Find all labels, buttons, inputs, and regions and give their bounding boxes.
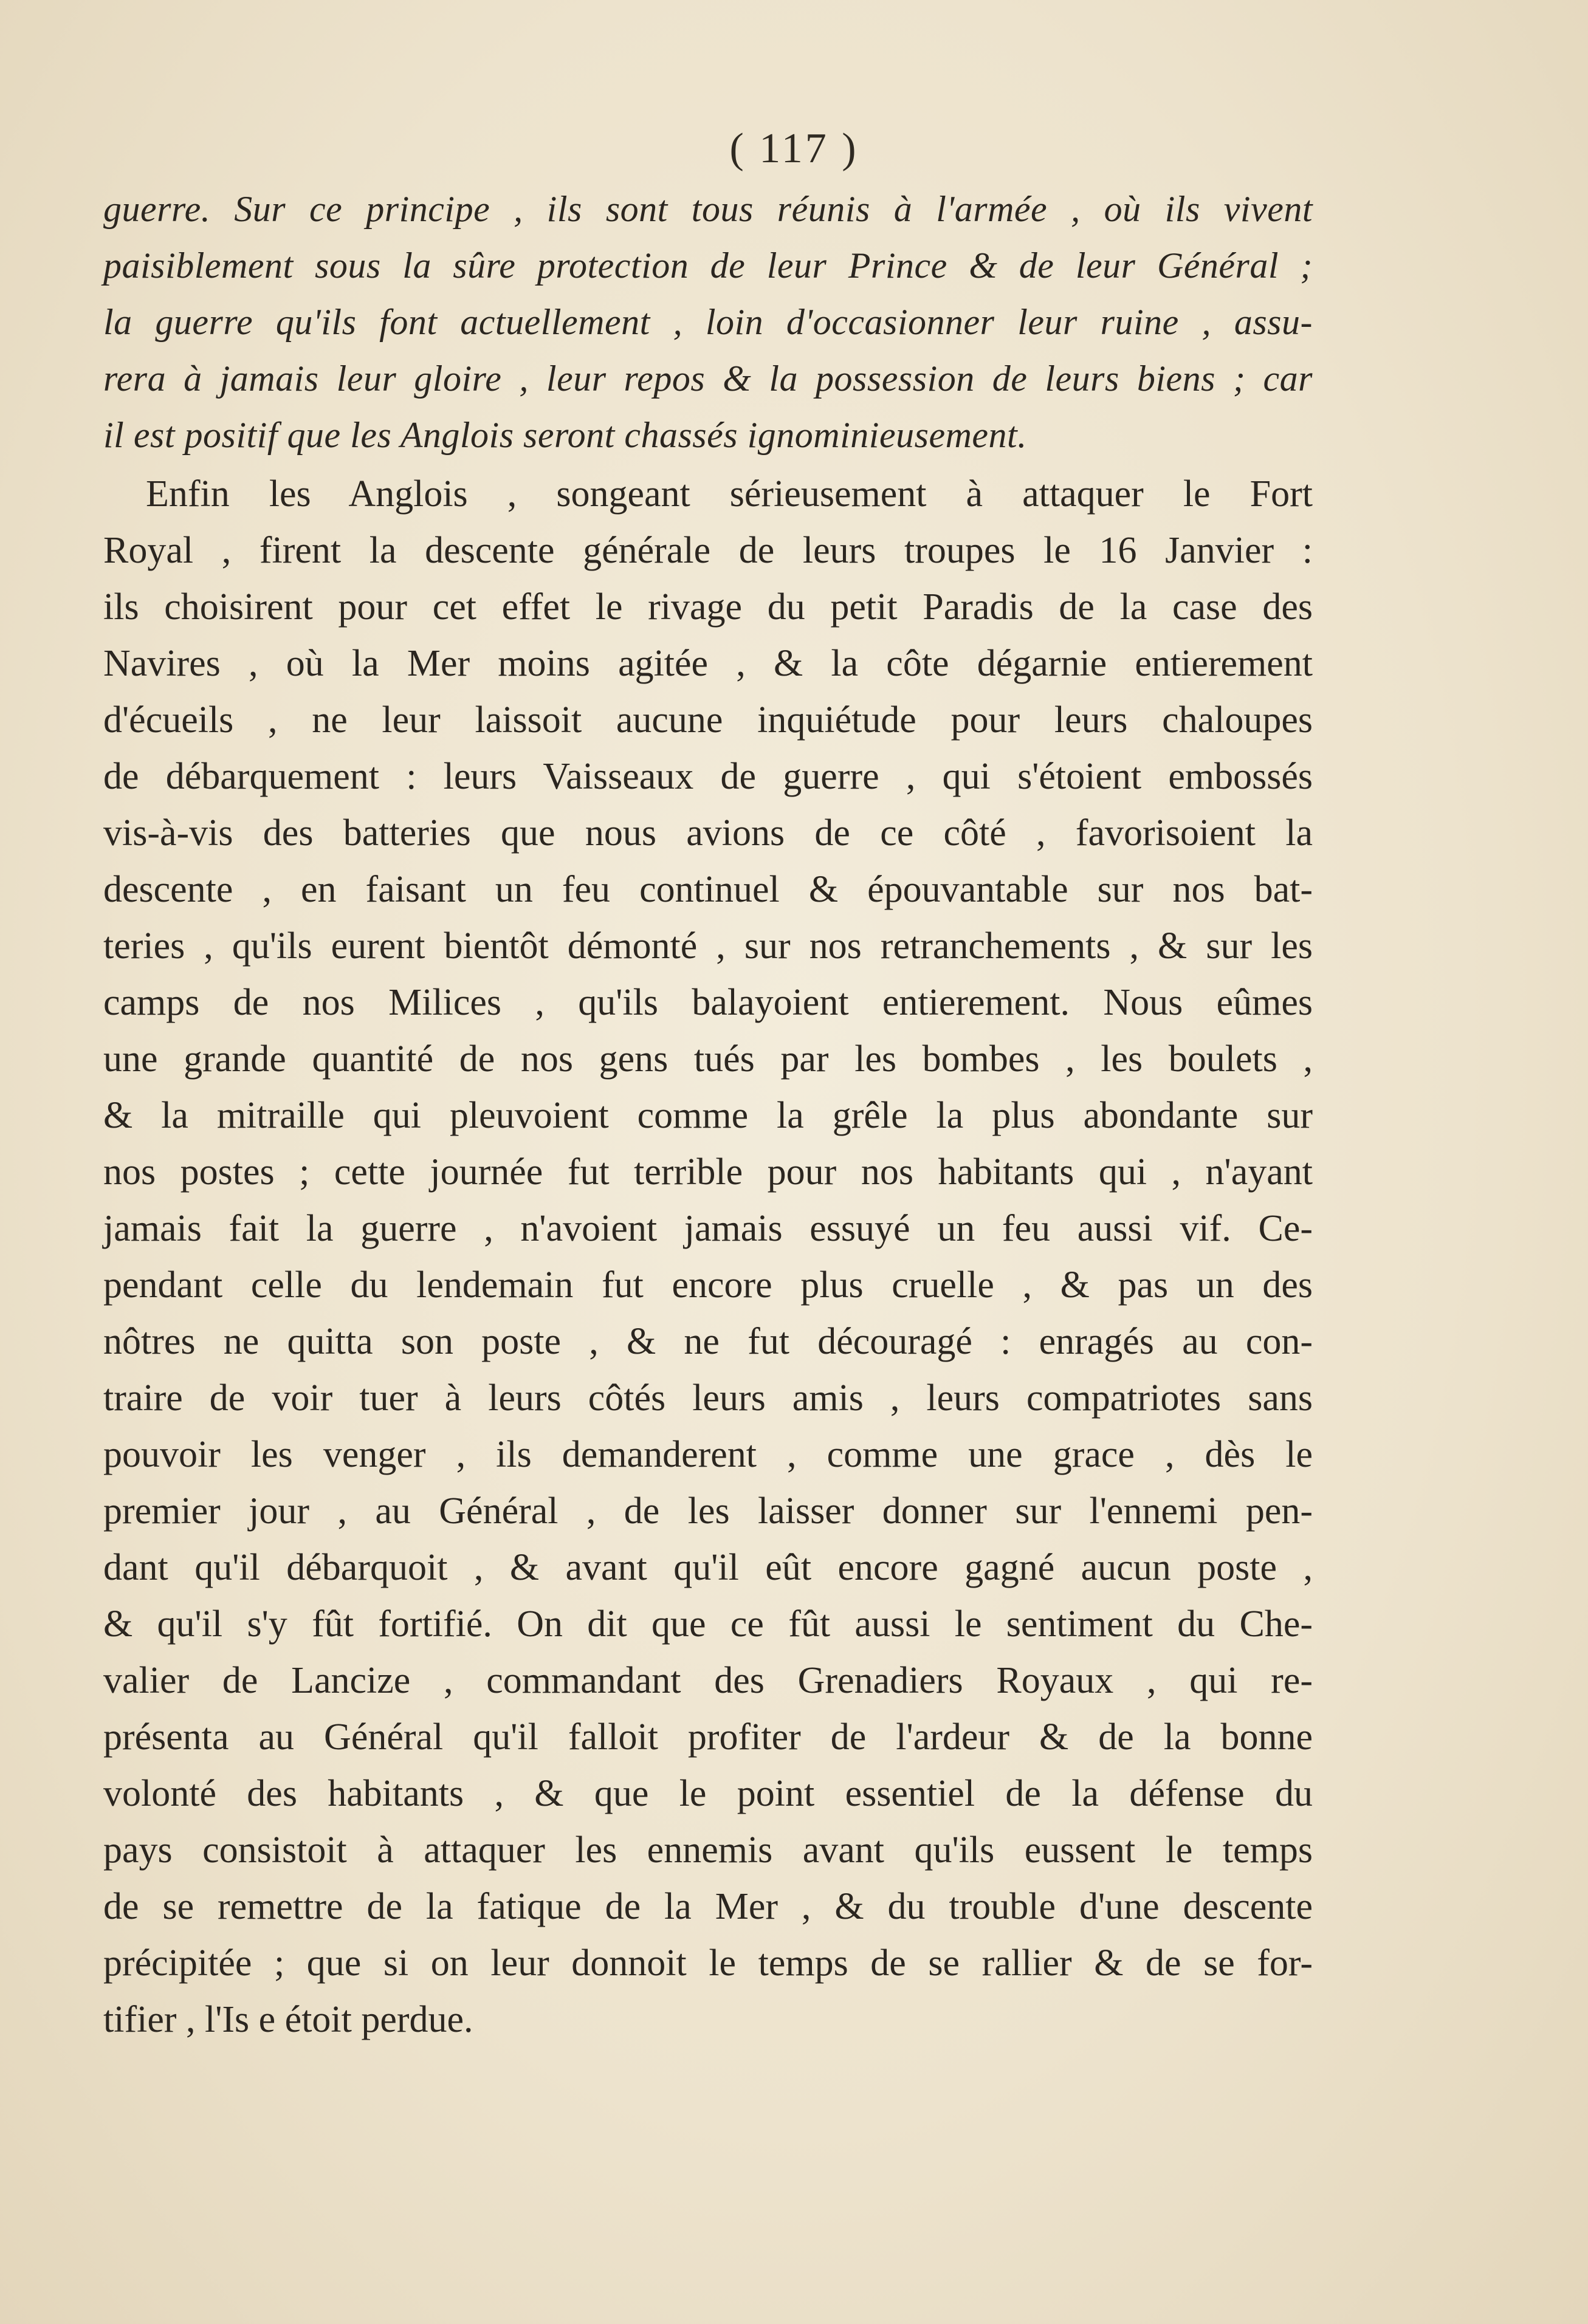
text-line: de débarquement : leurs Vaisseaux de guerre , qui s'étoient embossés <box>103 756 1313 797</box>
text-line: rera à jamais leur gloire , leur repos & la possession de leurs biens ; car <box>103 358 1313 399</box>
text-line: Royal , firent la descente générale de leurs troupes le 16 Janvier : <box>103 530 1313 571</box>
text-line: descente , en faisant un feu continuel & épouvantable sur nos bat- <box>103 869 1313 910</box>
text-line: traire de voir tuer à leurs côtés leurs amis , leurs compatriotes sans <box>103 1377 1313 1419</box>
roman-paragraph <box>103 466 1313 2048</box>
body-text <box>103 181 1313 2048</box>
text-line: camps de nos Milices , qu'ils balayoient entierement. Nous eûmes <box>103 982 1313 1023</box>
text-line: jamais fait la guerre , n'avoient jamais essuyé un feu aussi vif. Ce- <box>103 1208 1313 1249</box>
text-line: volonté des habitants , & que le point essentiel de la défense du <box>103 1773 1313 1814</box>
text-line: de se remettre de la fatique de la Mer , & du trouble d'une descente <box>103 1886 1313 1927</box>
text-line: d'écueils , ne leur laissoit aucune inquiétude pour leurs chaloupes <box>103 699 1313 741</box>
text-line: une grande quantité de nos gens tués par les bombes , les boulets , <box>103 1038 1313 1080</box>
text-line: & la mitraille qui pleuvoient comme la grêle la plus abondante sur <box>103 1095 1313 1136</box>
text-line: vis-à-vis des batteries que nous avions de ce côté , favorisoient la <box>103 812 1313 854</box>
text-line: paisiblement sous la sûre protection de leur Prince & de leur Général ; <box>103 245 1313 286</box>
text-line: valier de Lancize , commandant des Grenadiers Royaux , qui re- <box>103 1660 1313 1701</box>
text-line: précipitée ; que si on leur donnoit le temps de se rallier & de se for- <box>103 1942 1313 1984</box>
text-line: teries , qu'ils eurent bientôt démonté , sur nos retranchements , & sur les <box>103 925 1313 967</box>
text-line: premier jour , au Général , de les laisser donner sur l'ennemi pen- <box>103 1490 1313 1532</box>
text-line: Enfin les Anglois , songeant sérieusement à attaquer le Fort <box>146 473 1313 515</box>
text-line: il est positif que les Anglois seront chassés ignominieusement. <box>103 415 1027 455</box>
text-line: tifier , l'Is e étoit perdue. <box>103 1999 473 2040</box>
text-line: pouvoir les venger , ils demanderent , comme une grace , dès le <box>103 1434 1313 1475</box>
text-line: nos postes ; cette journée fut terrible pour nos habitants qui , n'ayant <box>103 1151 1313 1193</box>
text-line: pendant celle du lendemain fut encore plus cruelle , & pas un des <box>103 1264 1313 1306</box>
italic-paragraph <box>103 181 1313 464</box>
text-line: guerre. Sur ce principe , ils sont tous réunis à l'armée , où ils vivent <box>103 189 1313 229</box>
text-line: ils choisirent pour cet effet le rivage du petit Paradis de la case des <box>103 586 1313 628</box>
text-line: présenta au Général qu'il falloit profiter de l'ardeur & de la bonne <box>103 1716 1313 1758</box>
text-line: Navires , où la Mer moins agitée , & la côte dégarnie entierement <box>103 643 1313 684</box>
text-line: la guerre qu'ils font actuellement , loin d'occasionner leur ruine , assu- <box>103 302 1313 342</box>
text-line: & qu'il s'y fût fortifié. On dit que ce fût aussi le sentiment du Che- <box>103 1603 1313 1645</box>
text-line: nôtres ne quitta son poste , & ne fut découragé : enragés au con- <box>103 1321 1313 1362</box>
page-number: ( 117 ) <box>729 125 859 172</box>
text-line: dant qu'il débarquoit , & avant qu'il eût encore gagné aucun poste , <box>103 1547 1313 1588</box>
text-line: pays consistoit à attaquer les ennemis avant qu'ils eussent le temps <box>103 1829 1313 1871</box>
